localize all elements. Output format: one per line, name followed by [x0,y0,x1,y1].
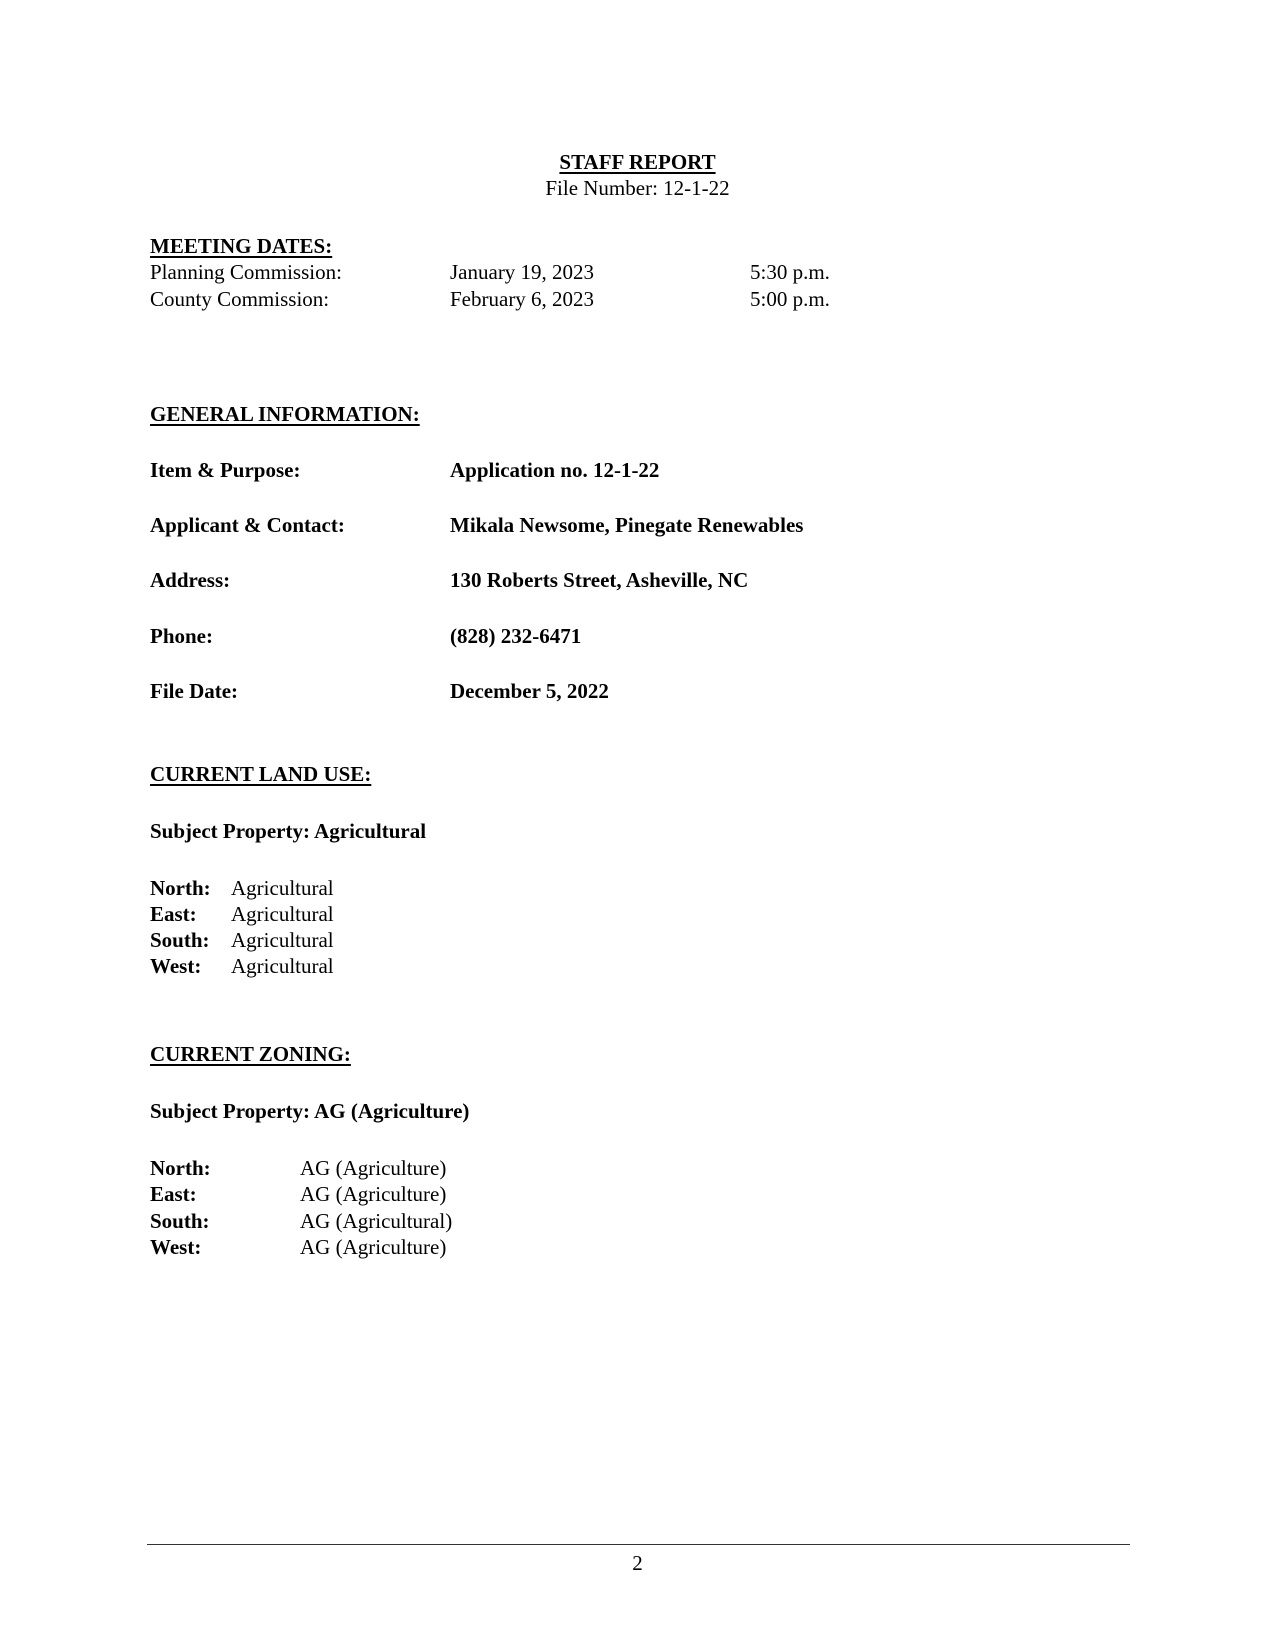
land-use-subject-property: Subject Property: Agricultural [150,819,427,843]
land-use-value: Agricultural [231,928,334,952]
meeting-date: February 6, 2023 [450,287,595,311]
info-value: December 5, 2022 [450,679,609,703]
direction-label: North: [150,876,211,900]
direction-label: West: [150,1235,202,1259]
meeting-date: January 19, 2023 [450,260,595,284]
footer-divider [147,1544,1130,1545]
direction-label: North: [150,1156,211,1180]
report-title: STAFF REPORT [559,150,716,174]
zoning-value: AG (Agriculture) [300,1182,447,1206]
info-label: File Date: [150,679,239,703]
land-use-value: Agricultural [231,902,334,926]
direction-label: East: [150,1182,197,1206]
info-value: (828) 232-6471 [450,624,582,648]
land-use-value: Agricultural [231,876,334,900]
direction-label: South: [150,928,210,952]
zoning-value: AG (Agriculture) [300,1156,447,1180]
info-label: Phone: [150,624,213,648]
zoning-value: AG (Agricultural) [300,1209,453,1233]
meeting-time: 5:30 p.m. [750,260,830,284]
info-label: Applicant & Contact: [150,513,345,537]
land-use-value: Agricultural [231,954,334,978]
page-number: 2 [632,1551,643,1575]
info-label: Address: [150,568,231,592]
file-number: File Number: 12-1-22 [545,176,730,200]
info-label: Item & Purpose: [150,458,301,482]
current-zoning-heading: CURRENT ZONING: [150,1042,351,1066]
info-value: 130 Roberts Street, Asheville, NC [450,568,749,592]
info-value: Application no. 12-1-22 [450,458,660,482]
direction-label: West: [150,954,202,978]
meeting-dates-heading: MEETING DATES: [150,234,333,258]
info-value: Mikala Newsome, Pinegate Renewables [450,513,804,537]
direction-label: East: [150,902,197,926]
general-information-heading: GENERAL INFORMATION: [150,402,420,426]
meeting-body-label: Planning Commission: [150,260,342,284]
meeting-body-label: County Commission: [150,287,330,311]
zoning-value: AG (Agriculture) [300,1235,447,1259]
current-land-use-heading: CURRENT LAND USE: [150,762,372,786]
direction-label: South: [150,1209,210,1233]
meeting-time: 5:00 p.m. [750,287,830,311]
zoning-subject-property: Subject Property: AG (Agriculture) [150,1099,470,1123]
